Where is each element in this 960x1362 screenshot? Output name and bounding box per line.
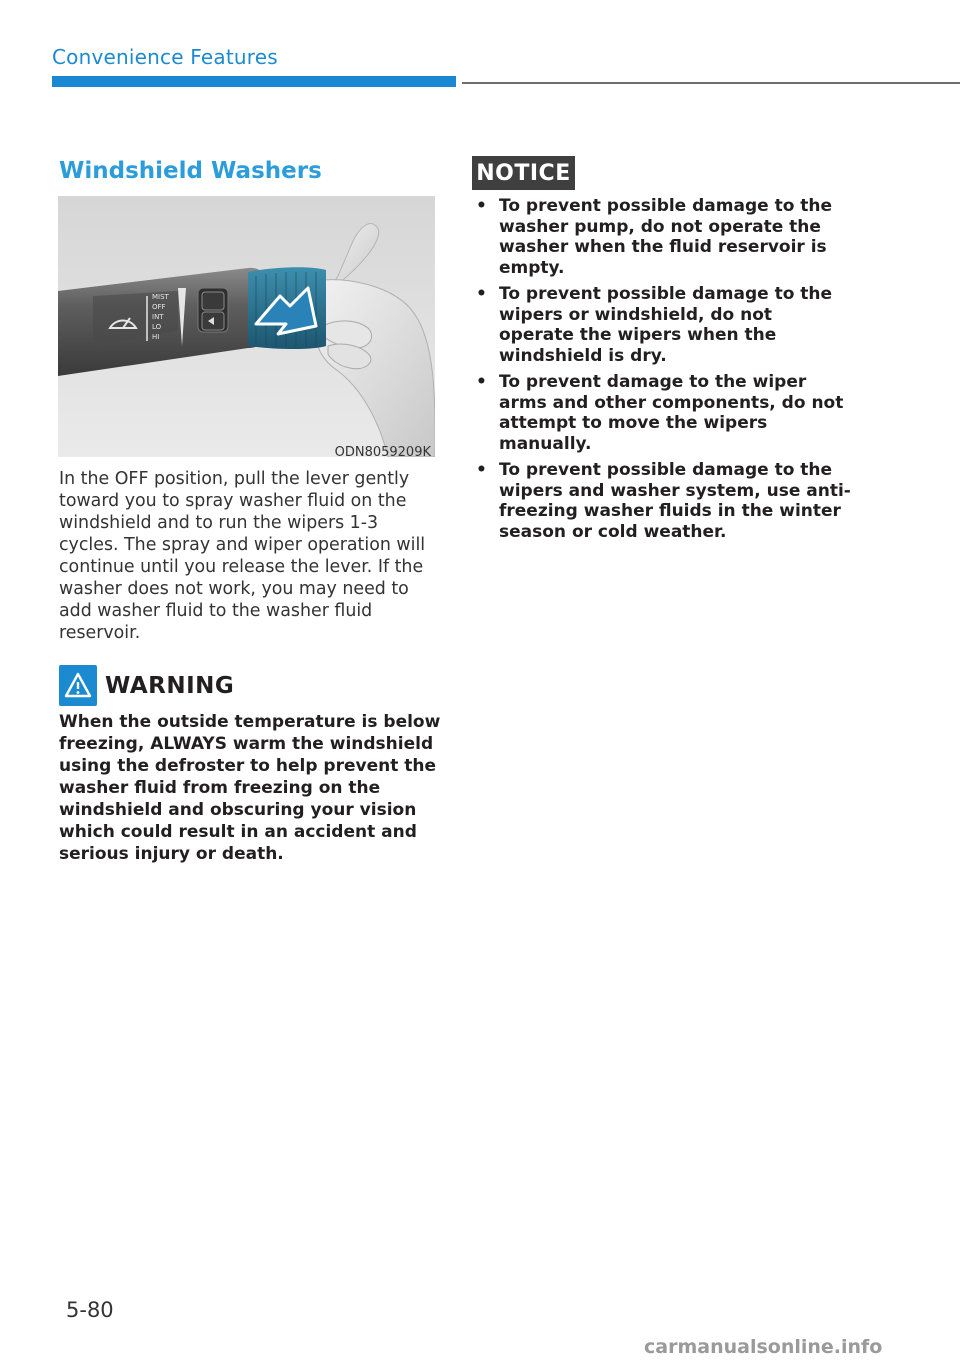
notice-label: NOTICE	[476, 160, 571, 186]
bullet-icon: •	[476, 460, 487, 480]
running-header: Convenience Features	[52, 45, 278, 69]
lever-label-off: OFF	[152, 303, 166, 311]
notice-item: • To prevent possible damage to the washer pump, do not operate the washer when the fluid reservoir is empty.	[476, 196, 833, 278]
header-rule	[462, 82, 960, 84]
notice-badge	[472, 156, 575, 190]
header-accent-bar	[52, 76, 456, 87]
warning-text: When the outside temperature is below freezing, ALWAYS warm the windshield using the defroster to help prevent the washer fluid from freezing on the windshield and obscuring your vision which could result in an accident and serious injury or death.	[59, 712, 441, 864]
figure-code: ODN8059209K	[334, 445, 431, 460]
bullet-icon: •	[476, 372, 487, 392]
notice-item: • To prevent possible damage to the wipers or windshield, do not operate the wipers when the windshield is dry.	[476, 284, 833, 366]
warning-label: WARNING	[105, 673, 235, 699]
warning-icon	[59, 665, 97, 706]
lever-label-lo: LO	[152, 323, 162, 331]
wiper-lever-illustration	[58, 196, 435, 457]
lever-label-int: INT	[152, 313, 164, 321]
page-number: 5-80	[66, 1298, 114, 1322]
section-title: Windshield Washers	[59, 158, 322, 184]
body-paragraph: In the OFF position, pull the lever gently toward you to spray washer fluid on the windshield and to run the wipers 1-3 cycles. The spray and wiper operation will continue until you release the lever. If the washer does not work, you may need to add washer fluid to the washer fluid reservoir.	[59, 469, 426, 643]
watermark: carmanualsonline.info	[644, 1336, 883, 1358]
notice-list	[472, 196, 852, 548]
bullet-icon: •	[476, 284, 487, 304]
bullet-icon: •	[476, 196, 487, 216]
lever-label-hi: HI	[152, 333, 160, 341]
notice-item: • To prevent possible damage to the wipers and washer system, use anti-freezing washer fluids in the winter season or cold weather.	[476, 460, 851, 542]
notice-item: • To prevent damage to the wiper arms and other components, do not attempt to move the wipers manually.	[476, 372, 844, 454]
lever-label-mist: MIST	[152, 293, 169, 301]
